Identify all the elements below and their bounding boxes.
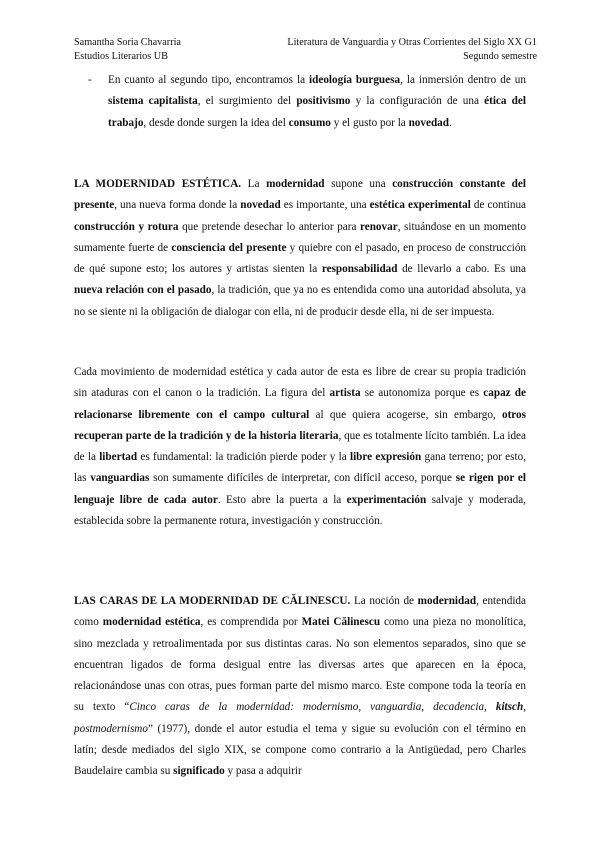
emphasis: positivismo — [296, 95, 351, 108]
emphasis: modernidad — [266, 178, 325, 190]
bullet-paragraph: En cuanto al segundo tipo, encontramos la ideología burguesa, la inmersión dentro de un sistema capitalista, el surgimiento del positivismo y la configuración de una ética del trabajo, desde donde surgen la idea del consumo y el gusto por la novedad. — [108, 74, 526, 129]
emphasis: novedad — [408, 116, 449, 129]
emphasis: libertad — [99, 451, 138, 464]
book-title-kitsch: kitsch — [495, 701, 524, 714]
emphasis: artista — [329, 387, 361, 400]
header-school: Estudios Literarios UB — [74, 51, 168, 62]
emphasis: Matei Călinescu — [301, 616, 381, 629]
emphasis: responsabilidad — [321, 263, 398, 276]
emphasis: capaz de relacionarse libremente con el campo cultural — [74, 387, 526, 421]
paragraph-caras-modernidad: LAS CARAS DE LA MODERNIDAD DE CĂLINESCU. La noción de modernidad, entendida como modernidad estética, es comprendida por Matei Călinescu como una pieza no monolítica, sino mezclada y retroalimentada por sus distintas caras. No son elementos separados, sino que se encuentran ligados de forma desigual entre las diversas artes que aparecen en la época, relacionándose unas con otras, pues forman parte del mismo marco. Este compone toda la teoría en su texto “Cinco caras de la modernidad: modernismo, vanguardia, decadencia, kitsch, postmodernismo” (1977), donde el autor estudia el tema y sigue su evolución con el término en latín; desde mediados del siglo XIX, se compone como contrario a la Antigüedad, pero Charles Baudelaire cambia su significado y pasa a adquirir — [74, 595, 526, 778]
emphasis: ética del trabajo — [108, 95, 526, 129]
emphasis: estética experimental — [369, 199, 471, 212]
book-title: Cinco caras de la modernidad: modernismo, vanguardia, decadencia, — [129, 701, 496, 714]
emphasis: sistema capitalista — [108, 95, 198, 108]
emphasis: consumo — [288, 116, 331, 129]
emphasis: construcción y rotura — [74, 220, 179, 233]
emphasis: libre expresión — [349, 451, 422, 464]
emphasis: construcción constante del presente — [74, 178, 526, 212]
emphasis: experimentación — [346, 493, 427, 506]
emphasis: nueva relación con el pasado — [74, 284, 212, 297]
emphasis: renovar — [359, 220, 398, 233]
emphasis: se rigen por el lenguaje libre de cada autor — [74, 472, 527, 506]
emphasis: vanguardias — [90, 472, 150, 485]
section-heading: LA MODERNIDAD ESTÉTICA. — [74, 178, 242, 190]
emphasis: modernidad estética — [102, 616, 201, 629]
paragraph-tradicion: Cada movimiento de modernidad estética y cada autor de esta es libre de crear su propia tradición sin ataduras con el canon o la tradición. La figura del artista se autonomiza porque es capaz de relacionarse libremente con el campo cultural al que quiera acogerse, sin embargo, otros recuperan parte de la tradición y de la historia literaria, que es totalmente lícito también. La idea de la libertad es fundamental: la tradición pierde poder y la libre expresión gana terreno; por esto, las vanguardias son sumamente difíciles de interpretar, con difícil acceso, porque se rigen por el lenguaje libre de cada autor. Esto abre la puerta a la experimentación salvaje y moderada, establecida sobre la permanente rotura, investigación y construcción. — [74, 366, 527, 528]
header-course: Literatura de Vanguardia y Otras Corrientes del Siglo XX G1 — [287, 37, 537, 48]
emphasis: ideología burguesa — [309, 74, 401, 86]
emphasis: significado — [173, 765, 225, 778]
header-semester: Segundo semestre — [463, 51, 537, 62]
paragraph-modernidad-estetica: LA MODERNIDAD ESTÉTICA. La modernidad supone una construcción constante del presente, una nueva forma donde la novedad es importante, una estética experimental de continua construcción y rotura que pretende desechar lo anterior para renovar, situándose en un momento sumamente fuerte de consciencia del presente y quiebre con el pasado, en proceso de construcción de qué supone esto; los autores y artistas sienten la responsabilidad de llevarlo a cabo. Es una nueva relación con el pasado, la tradición, que ya no es entendida como una autoridad absoluta, ya no se siente ni la obligación de dialogar con ella, ni de producir desde ella, ni de ser impuesta. — [74, 178, 527, 318]
emphasis: modernidad — [417, 595, 477, 607]
bullet-marker: - — [88, 74, 92, 86]
emphasis: consciencia del presente — [171, 241, 287, 254]
emphasis: otros recuperan parte de la tradición y de la historia literaria — [74, 408, 526, 442]
emphasis: novedad — [240, 199, 281, 212]
section-heading: LAS CARAS DE LA MODERNIDAD DE CĂLINESCU. — [74, 595, 351, 607]
header-author: Samantha Soria Chavarria — [74, 37, 181, 48]
book-title: , postmodernismo — [74, 701, 526, 735]
